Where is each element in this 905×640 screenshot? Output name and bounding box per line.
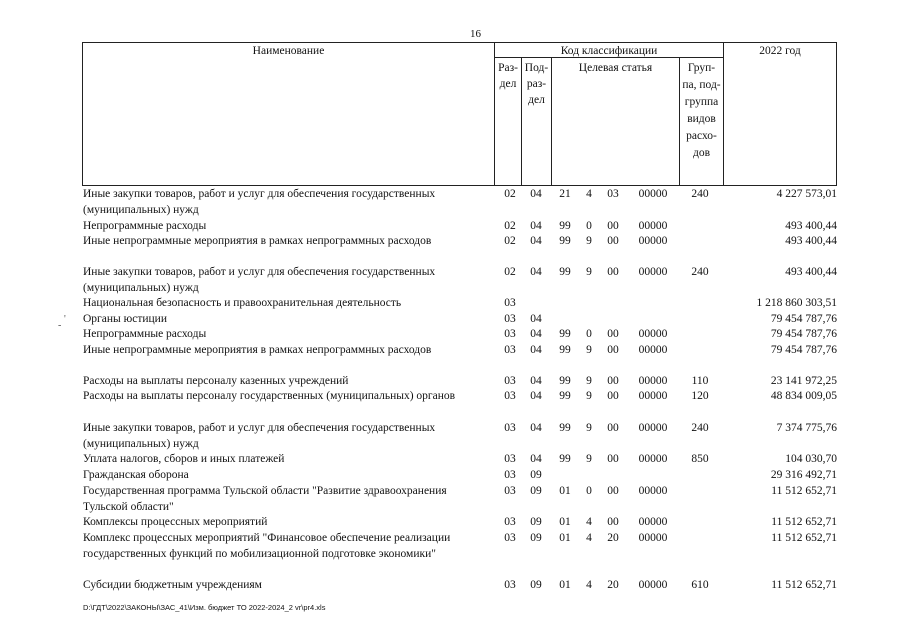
- row-target-direction: 00000: [638, 328, 668, 340]
- row-target-type: 4: [586, 532, 592, 544]
- row-target-type: 9: [586, 344, 592, 356]
- row-target-type: 9: [586, 390, 592, 402]
- row-target-program: 01: [559, 485, 571, 497]
- row-target-type: 9: [586, 266, 592, 278]
- row-target-type: 9: [586, 422, 592, 434]
- row-target-direction: 00000: [638, 390, 668, 402]
- row-name: Расходы на выплаты персоналу государственных (муниципальных) органов: [83, 390, 456, 402]
- row-target-sub: 00: [607, 344, 619, 356]
- row-podrazdel: 04: [530, 390, 542, 402]
- row-target-sub: 00: [607, 516, 619, 528]
- row-razdel: 02: [504, 266, 516, 278]
- row-target-direction: 00000: [638, 344, 668, 356]
- table-row: [0, 295, 905, 311]
- row-name: Комплекс процессных мероприятий "Финансовое обеспечение реализации государственных функций по мобилизационной подготовке экономики": [83, 532, 451, 560]
- row-target-program: 99: [559, 344, 571, 356]
- row-razdel: 03: [504, 579, 516, 591]
- row-amount: 104 030,70: [785, 453, 837, 465]
- table-row: [0, 264, 905, 294]
- row-razdel: 02: [504, 235, 516, 247]
- row-podrazdel: 04: [530, 266, 542, 278]
- row-name: Комплексы процессных мероприятий: [83, 516, 268, 528]
- row-name: Гражданская оборона: [83, 469, 189, 481]
- row-target-program: 99: [559, 375, 571, 387]
- row-name: Органы юстиции: [83, 313, 167, 325]
- table-row: [0, 514, 905, 530]
- table-row: [0, 577, 905, 593]
- scan-mark: ': [64, 314, 66, 325]
- row-podrazdel: 04: [530, 188, 542, 200]
- row-name: Непрограммные расходы: [83, 328, 207, 340]
- row-razdel: 03: [504, 344, 516, 356]
- row-podrazdel: 09: [530, 469, 542, 481]
- row-razdel: 03: [504, 390, 516, 402]
- row-target-type: 4: [586, 188, 592, 200]
- row-name: Субсидии бюджетным учреждениям: [83, 579, 262, 591]
- row-target-program: 99: [559, 220, 571, 232]
- row-amount: 79 454 787,76: [770, 313, 837, 325]
- row-target-sub: 00: [607, 328, 619, 340]
- row-target-sub: 00: [607, 485, 619, 497]
- row-razdel: 03: [504, 297, 516, 309]
- row-podrazdel: 04: [530, 453, 542, 465]
- row-name: Иные закупки товаров, работ и услуг для обеспечения государственных (муниципальных) нужд: [83, 422, 436, 450]
- row-target-program: 01: [559, 579, 571, 591]
- row-amount: 11 512 652,71: [771, 579, 837, 591]
- row-podrazdel: 04: [530, 422, 542, 434]
- row-target-sub: 00: [607, 375, 619, 387]
- row-amount: 48 834 009,05: [770, 390, 837, 402]
- row-target-program: 01: [559, 532, 571, 544]
- row-vid: 240: [691, 422, 709, 434]
- header-vid: Груп- па, под- группа видов расхо- дов: [682, 62, 721, 159]
- row-target-sub: 00: [607, 220, 619, 232]
- header-podrazdel: Под- раз- дел: [524, 62, 549, 106]
- row-razdel: 03: [504, 422, 516, 434]
- row-razdel: 03: [504, 532, 516, 544]
- row-amount: 29 316 492,71: [770, 469, 837, 481]
- row-podrazdel: 09: [530, 532, 542, 544]
- table-row: [0, 530, 905, 560]
- header-razdel: Раз- дел: [498, 62, 518, 90]
- table-row: [0, 326, 905, 342]
- table-row: [0, 451, 905, 467]
- row-vid: 110: [691, 375, 709, 387]
- row-target-direction: 00000: [638, 485, 668, 497]
- row-target-type: 0: [586, 220, 592, 232]
- row-target-program: 99: [559, 390, 571, 402]
- row-amount: 11 512 652,71: [771, 485, 837, 497]
- row-podrazdel: 04: [530, 328, 542, 340]
- table-row: [0, 218, 905, 234]
- row-vid: 240: [691, 266, 709, 278]
- row-target-type: 9: [586, 235, 592, 247]
- row-target-type: 0: [586, 485, 592, 497]
- row-amount: 493 400,44: [785, 220, 837, 232]
- row-target-direction: 00000: [638, 516, 668, 528]
- row-target-direction: 00000: [638, 422, 668, 434]
- row-amount: 23 141 972,25: [770, 375, 837, 387]
- row-target-program: 99: [559, 328, 571, 340]
- row-target-direction: 00000: [638, 220, 668, 232]
- row-amount: 11 512 652,71: [771, 516, 837, 528]
- row-target-sub: 00: [607, 235, 619, 247]
- row-vid: 120: [691, 390, 709, 402]
- row-name: Иные закупки товаров, работ и услуг для обеспечения государственных (муниципальных) нужд: [83, 266, 436, 294]
- table-row: [0, 186, 905, 216]
- row-name: Непрограммные расходы: [83, 220, 207, 232]
- table-row: [0, 311, 905, 327]
- row-podrazdel: 04: [530, 375, 542, 387]
- row-target-program: 99: [559, 422, 571, 434]
- row-podrazdel: 04: [530, 344, 542, 356]
- page-number: 16: [470, 28, 481, 40]
- table-row: [0, 467, 905, 483]
- row-razdel: 03: [504, 516, 516, 528]
- row-razdel: 03: [504, 485, 516, 497]
- row-podrazdel: 04: [530, 235, 542, 247]
- row-name: Уплата налогов, сборов и иных платежей: [83, 453, 285, 465]
- header-target: Целевая статья: [578, 62, 653, 74]
- row-amount: 11 512 652,71: [771, 532, 837, 544]
- row-podrazdel: 04: [530, 313, 542, 325]
- row-podrazdel: 09: [530, 485, 542, 497]
- row-vid: 850: [691, 453, 709, 465]
- row-name: Государственная программа Тульской области "Развитие здравоохранения Тульской области": [83, 485, 447, 513]
- row-vid: 610: [691, 579, 709, 591]
- header-name-cell: [82, 42, 495, 186]
- row-amount: 79 454 787,76: [770, 344, 837, 356]
- row-amount: 7 374 775,76: [776, 422, 837, 434]
- row-target-sub: 20: [607, 532, 619, 544]
- row-target-direction: 00000: [638, 532, 668, 544]
- row-name: Иные непрограммные мероприятия в рамках непрограммных расходов: [83, 344, 432, 356]
- file-path-footer: D:\ГДТ\2022\ЗАКОНЫ\ЗАС_41\Изм. бюджет ТО 2022-2024_2 vr\pr4.xls: [83, 603, 326, 612]
- row-amount: 79 454 787,76: [770, 328, 837, 340]
- row-target-type: 4: [586, 579, 592, 591]
- row-amount: 493 400,44: [785, 235, 837, 247]
- row-target-direction: 00000: [638, 266, 668, 278]
- row-target-direction: 00000: [638, 453, 668, 465]
- row-target-direction: 00000: [638, 375, 668, 387]
- row-name: Расходы на выплаты персоналу казенных учреждений: [83, 375, 349, 387]
- row-target-program: 99: [559, 266, 571, 278]
- table-row: [0, 420, 905, 450]
- row-target-program: 99: [559, 235, 571, 247]
- row-amount: 1 218 860 303,51: [756, 297, 837, 309]
- row-target-type: 9: [586, 375, 592, 387]
- row-podrazdel: 09: [530, 516, 542, 528]
- header-target-cell: [551, 57, 680, 186]
- row-target-sub: 00: [607, 422, 619, 434]
- scan-mark: -: [58, 320, 62, 331]
- row-vid: 240: [691, 188, 709, 200]
- row-target-program: 99: [559, 453, 571, 465]
- row-target-program: 21: [559, 188, 571, 200]
- row-amount: 493 400,44: [785, 266, 837, 278]
- row-target-direction: 00000: [638, 188, 668, 200]
- row-target-sub: 00: [607, 266, 619, 278]
- table-row: [0, 483, 905, 513]
- table-row: [0, 373, 905, 389]
- row-name: Иные закупки товаров, работ и услуг для обеспечения государственных (муниципальных) нужд: [83, 188, 436, 216]
- row-podrazdel: 04: [530, 220, 542, 232]
- row-target-sub: 20: [607, 579, 619, 591]
- header-code-group: Код классификации: [560, 45, 658, 57]
- row-razdel: 03: [504, 313, 516, 325]
- row-target-direction: 00000: [638, 579, 668, 591]
- row-target-sub: 00: [607, 453, 619, 465]
- row-name: Иные непрограммные мероприятия в рамках непрограммных расходов: [83, 235, 432, 247]
- row-target-type: 0: [586, 328, 592, 340]
- row-razdel: 03: [504, 375, 516, 387]
- row-target-sub: 00: [607, 390, 619, 402]
- header-year-cell: [723, 42, 837, 186]
- row-target-type: 9: [586, 453, 592, 465]
- row-razdel: 03: [504, 469, 516, 481]
- row-target-direction: 00000: [638, 235, 668, 247]
- row-target-type: 4: [586, 516, 592, 528]
- row-razdel: 02: [504, 220, 516, 232]
- row-name: Национальная безопасность и правоохранительная деятельность: [83, 297, 402, 309]
- row-amount: 4 227 573,01: [776, 188, 837, 200]
- header-name: Наименование: [252, 45, 325, 57]
- row-target-sub: 03: [607, 188, 619, 200]
- row-podrazdel: 09: [530, 579, 542, 591]
- row-target-program: 01: [559, 516, 571, 528]
- table-row: [0, 342, 905, 358]
- header-year: 2022 год: [759, 45, 801, 57]
- row-razdel: 03: [504, 328, 516, 340]
- row-razdel: 03: [504, 453, 516, 465]
- table-row: [0, 388, 905, 404]
- table-row: [0, 233, 905, 249]
- row-razdel: 02: [504, 188, 516, 200]
